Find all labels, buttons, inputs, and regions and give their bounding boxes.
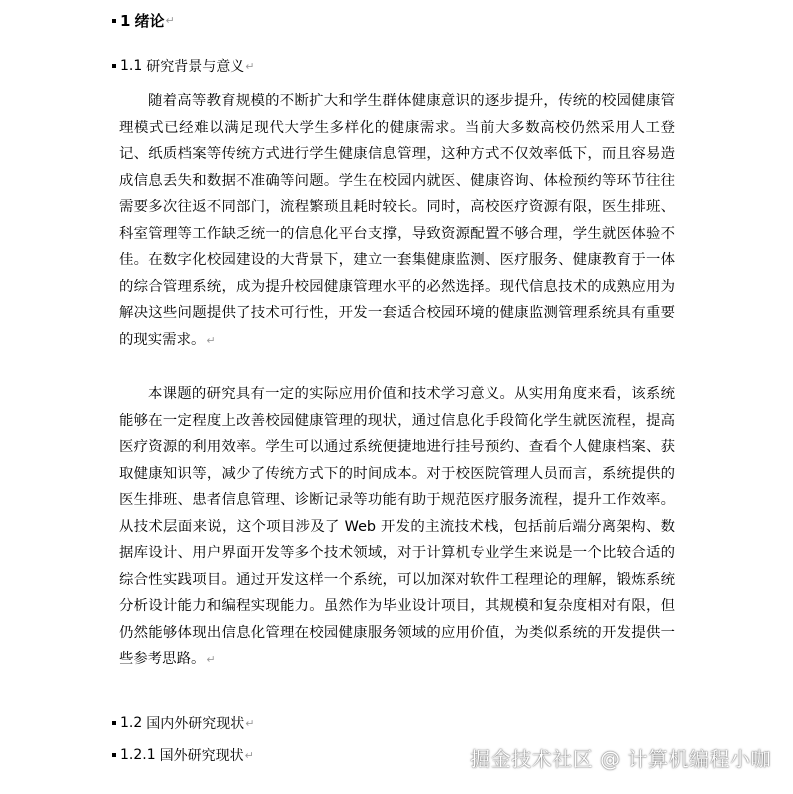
heading-title: 研究背景与意义 [146,59,245,75]
heading-title: 国外研究现状 [159,748,244,764]
outline-bullet-icon [112,19,116,23]
heading-subsection-1-2-1[interactable] [112,745,254,765]
paragraph-mark-icon: ↵ [206,653,216,666]
paragraph-mark-icon: ↵ [206,333,216,347]
heading-number: 1.1 [120,58,143,74]
heading-section-1-2[interactable] [112,713,254,733]
heading-title: 国内外研究现状 [146,716,245,732]
paragraph-mark-icon: ↵ [165,14,175,27]
heading-number: 1.2 [120,715,143,731]
paragraph-mark-icon: ↵ [245,716,255,730]
paragraph-mark-icon: ↵ [244,748,254,762]
paragraph-text: 随着高等教育规模的不断扩大和学生群体健康意识的逐步提升，传统的校园健康管理模式已经难以满足现代大学生多样化的健康需求。当前大多数高校仍然采用人工登记、纸质档案等传统方式进行学生健康信息管理，这种方式不仅效率低下，而且容易造成信息丢失和数据不准确等问题。学生在校园内就医、健康咨询、体检预约等环节往往需要多次往返不同部门，流程繁琐且耗时较长。同时，高校医疗资源有限，医生排班、科室管理等工作缺乏统一的信息化平台支撑，导致资源配置不够合理，学生就医体验不佳。在数字化校园建设的大背景下，建立一套集健康监测、医疗服务、健康教育于一体的综合管理系统，成为提升校园健康管理水平的必然选择。现代信息技术的成熟应用为解决这些问题提供了技术可行性，开发一套适合校园环境的健康监测管理系统具有重要的现实需求。 [119,93,675,348]
heading-title: 绪论 [134,12,165,30]
paragraph-mark-icon: ↵ [245,59,255,73]
outline-bullet-icon [112,753,116,757]
paragraph-text: 本课题的研究具有一定的实际应用价值和技术学习意义。从实用角度来看，该系统能够在一定程度上改善校园健康管理的现状，通过信息化手段简化学生就医流程，提高医疗资源的利用效率。学生可以通过系统便捷地进行挂号预约、查看个人健康档案、获取健康知识等，减少了传统方式下的时间成本。对于校医院管理人员而言，系统提供的医生排班、患者信息管理、诊断记录等功能有助于规范医疗服务流程，提升工作效率。从技术层面来说，这个项目涉及了 Web 开发的主流技术栈，包括前后端分离架构、数据库设计、用户界面开发等多个技术领域，对于计算机专业学生来说是一个比较合适的综合性实践项目。通过开发这样一个系统，可以加深对软件工程理论的理解，锻炼系统分析设计能力和编程实现能力。虽然作为毕业设计项目，其规模和复杂度相对有限，但仍然能够体现出信息化管理在校园健康服务领域的应用价值，为类似系统的开发提供一些参考思路。 [119,386,675,667]
outline-bullet-icon [112,721,116,725]
heading-chapter-1[interactable] [112,10,175,31]
heading-number: 1.2.1 [120,747,156,763]
body-paragraph-2[interactable] [119,381,675,674]
body-paragraph-1[interactable] [119,88,675,354]
watermark: 掘金技术社区 @ 计算机编程小咖 [470,747,771,771]
outline-bullet-icon [112,64,116,68]
heading-section-1-1[interactable] [112,56,254,76]
heading-number: 1 [120,11,131,30]
